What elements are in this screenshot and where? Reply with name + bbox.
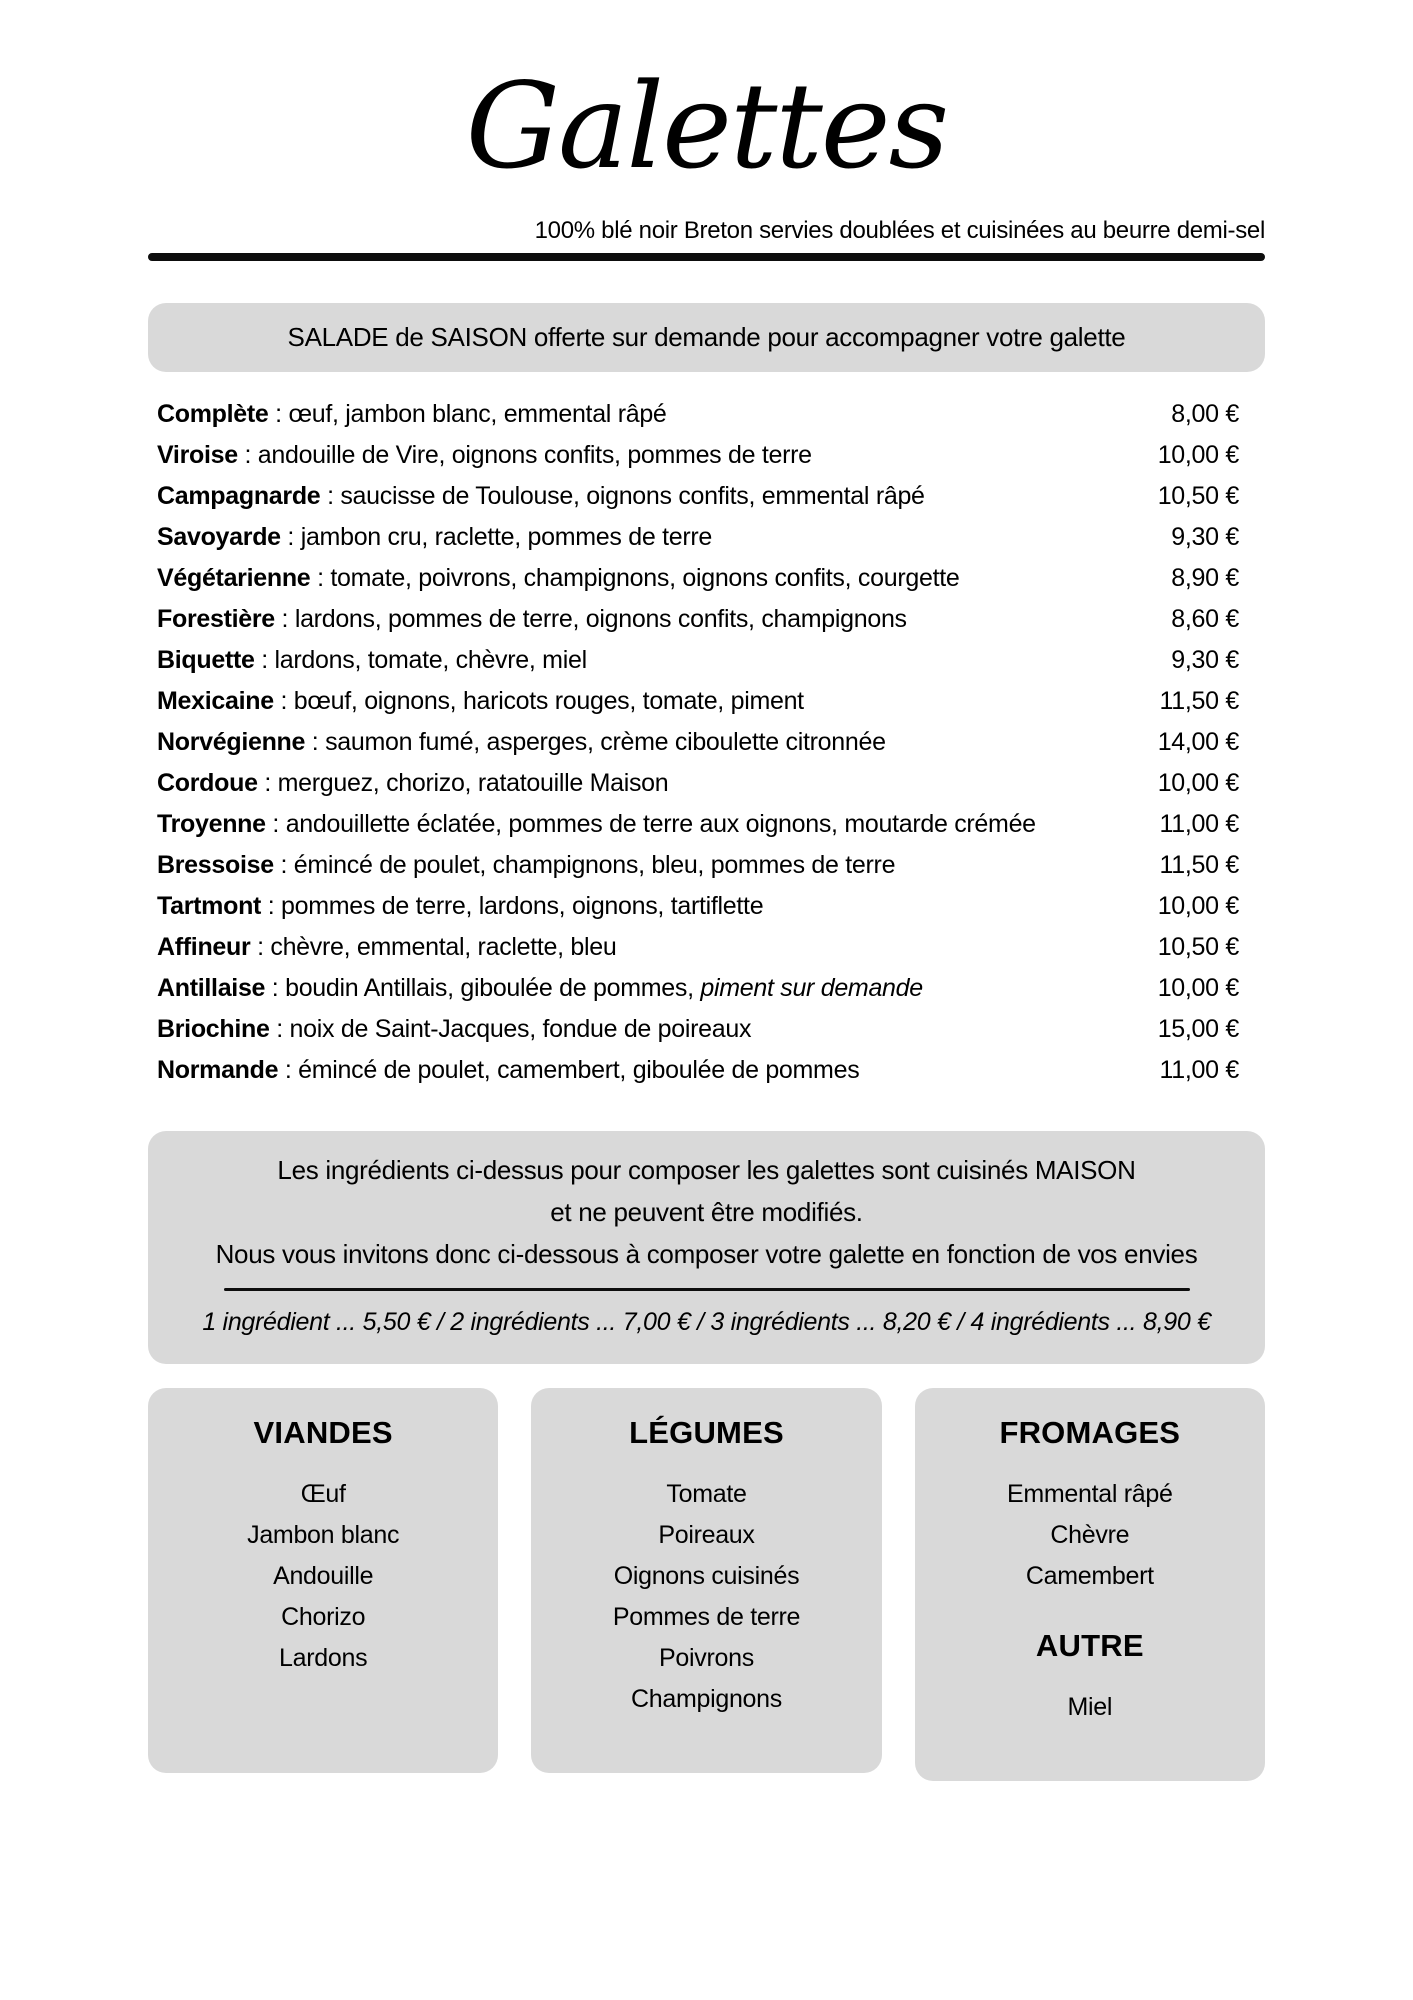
column-item: Pommes de terre [612,1603,801,1631]
column-items [531,1474,881,1720]
column-heading: FROMAGES [999,1415,1181,1450]
menu-item-price: 10,00 € [1157,892,1239,920]
ingredient-pricing: 1 ingrédient ... 5,50 € / 2 ingrédients ... 7,00 € / 3 ingrédients ... 8,20 € / 4 ingrédients ... 8,90 € [202,1308,1211,1336]
column-items [915,1474,1265,1597]
menu-item-description: chèvre, emmental, raclette, bleu [270,933,617,961]
menu-item-price: 10,00 € [1157,441,1239,469]
menu-item-description: œuf, jambon blanc, emmental râpé [288,400,667,428]
column-item: Chorizo [281,1603,366,1631]
info-box-divider [224,1288,1190,1291]
menu-item-row [157,476,1239,517]
menu-item-name: Végétarienne [157,564,311,592]
salad-offer-banner [148,303,1265,372]
menu-item-description: émincé de poulet, camembert, giboulée de pommes [298,1056,860,1084]
salad-offer-text: SALADE de SAISON offerte sur demande pour accompagner votre galette [287,322,1126,352]
menu-item-separator: : [237,441,258,469]
menu-item-description: andouillette éclatée, pommes de terre aux oignons, moutarde crémée [285,810,1036,838]
column-item: Champignons [631,1685,782,1713]
menu-item-description: andouille de Vire, oignons confits, pommes de terre [257,441,812,469]
menu-item-separator: : [278,1056,299,1084]
menu-item-description: saumon fumé, asperges, crème ciboulette citronnée [325,728,886,756]
menu-item-text [157,722,886,763]
column-item: Poireaux [658,1521,755,1549]
composer-column [531,1388,881,1773]
menu-item-price: 10,00 € [1157,769,1239,797]
composer-column [148,1388,498,1773]
menu-item-description: lardons, pommes de terre, oignons confits, champignons [294,605,907,633]
menu-item-description: boudin Antillais, giboulée de pommes, [285,974,701,1002]
menu-item-price: 11,50 € [1159,687,1239,715]
menu-item-row [157,1050,1239,1091]
menu-item-separator: : [265,974,286,1002]
menu-item-price: 10,50 € [1157,933,1239,961]
column-item: Lardons [279,1644,368,1672]
menu-item-row [157,640,1239,681]
menu-item-price: 9,30 € [1171,523,1239,551]
menu-item-name: Antillaise [157,974,266,1002]
menu-item-row [157,886,1239,927]
menu-item-text [157,517,712,558]
menu-item-separator: : [320,482,341,510]
menu-item-row [157,927,1239,968]
column-item: Jambon blanc [247,1521,400,1549]
column-heading: VIANDES [253,1415,393,1450]
column-heading: LÉGUMES [629,1415,784,1450]
menu-item-text [157,394,667,435]
menu-item-separator: : [280,523,301,551]
column-item: Andouille [273,1562,374,1590]
menu-item-name: Mexicaine [157,687,274,715]
menu-item-name: Affineur [157,933,251,961]
menu-item-row [157,722,1239,763]
menu-item-price: 9,30 € [1171,646,1239,674]
menu-item-separator: : [265,810,286,838]
column-item: Tomate [666,1480,747,1508]
menu-item-text [157,804,1036,845]
info-line-3: Nous vous invitons donc ci-dessous à composer votre galette en fonction de vos envies [215,1239,1198,1269]
info-box [148,1131,1265,1364]
info-line-2: et ne peuvent être modifiés. [550,1197,863,1227]
page-title: Galettes [465,57,948,195]
menu-item-row [157,804,1239,845]
menu-item-text [157,476,925,517]
menu-item-name: Briochine [157,1015,270,1043]
column-heading: AUTRE [1035,1628,1144,1663]
menu-item-separator: : [273,687,294,715]
menu-item-description: noix de Saint-Jacques, fondue de poireaux [289,1015,752,1043]
menu-item-row [157,845,1239,886]
menu-item-text [157,681,804,722]
header [148,0,1265,261]
menu-item-price: 11,00 € [1159,810,1239,838]
menu-item-price: 11,00 € [1159,1056,1239,1084]
column-item: Œuf [300,1480,346,1508]
menu-item-name: Tartmont [157,892,262,920]
menu-item-name: Bressoise [157,851,274,879]
menu-item-description: émincé de poulet, champignons, bleu, pommes de terre [293,851,896,879]
column-item: Oignons cuisinés [613,1562,800,1590]
menu-item-text [157,1009,751,1050]
column-items [148,1474,498,1679]
menu-item-separator: : [257,769,278,797]
menu-item-description: tomate, poivrons, champignons, oignons confits, courgette [330,564,960,592]
menu-item-separator: : [310,564,331,592]
menu-item-row [157,1009,1239,1050]
menu-item-text [157,845,895,886]
menu-item-name: Cordoue [157,769,258,797]
menu-item-separator: : [305,728,326,756]
menu-item-text [157,886,763,927]
menu-item-separator: : [254,646,275,674]
menu-item-row [157,968,1239,1009]
menu-list [148,394,1265,1091]
column-item: Emmental râpé [1007,1480,1173,1508]
menu-item-text [157,558,959,599]
menu-item-price: 8,90 € [1171,564,1239,592]
menu-item-name: Complète [157,400,269,428]
menu-item-price: 8,00 € [1171,400,1239,428]
composer-columns [148,1388,1265,1781]
page-content [148,0,1265,1781]
menu-item-text [157,640,587,681]
composer-column [915,1388,1265,1781]
menu-item-text [157,968,923,1009]
menu-item-name: Viroise [157,441,238,469]
menu-item-row [157,681,1239,722]
column-item: Chèvre [1050,1521,1130,1549]
column-item: Poivrons [659,1644,754,1672]
column-items [915,1687,1265,1728]
info-line-1: Les ingrédients ci-dessus pour composer les galettes sont cuisinés MAISON [277,1155,1136,1185]
menu-item-description: saucisse de Toulouse, oignons confits, emmental râpé [340,482,925,510]
menu-item-price: 10,00 € [1157,974,1239,1002]
menu-item-row [157,599,1239,640]
menu-item-separator: : [269,1015,290,1043]
menu-item-price: 8,60 € [1171,605,1239,633]
menu-item-row [157,394,1239,435]
menu-item-separator: : [273,851,294,879]
menu-item-price: 15,00 € [1157,1015,1239,1043]
menu-item-separator: : [250,933,271,961]
menu-item-row [157,558,1239,599]
menu-item-price: 11,50 € [1159,851,1239,879]
header-divider [148,253,1265,261]
column-item: Camembert [1025,1562,1154,1590]
menu-item-description: merguez, chorizo, ratatouille Maison [277,769,669,797]
menu-item-name: Savoyarde [157,523,281,551]
menu-item-name: Troyenne [157,810,266,838]
menu-item-name: Norvégienne [157,728,306,756]
menu-item-separator: : [261,892,282,920]
menu-item-text [157,927,617,968]
menu-item-row [157,517,1239,558]
menu-item-price: 14,00 € [1157,728,1239,756]
column-item: Miel [1067,1693,1113,1721]
menu-item-description: pommes de terre, lardons, oignons, tartiflette [281,892,764,920]
menu-item-text [157,435,812,476]
menu-item-description: lardons, tomate, chèvre, miel [274,646,587,674]
menu-item-name: Campagnarde [157,482,321,510]
menu-item-name: Normande [157,1056,279,1084]
menu-item-separator: : [268,400,289,428]
page-subtitle: 100% blé noir Breton servies doublées et cuisinées au beurre demi-sel [534,217,1265,244]
menu-item-text [157,1050,859,1091]
menu-item-price: 10,50 € [1157,482,1239,510]
menu-item-description: bœuf, oignons, haricots rouges, tomate, piment [293,687,804,715]
menu-item-description: jambon cru, raclette, pommes de terre [300,523,713,551]
menu-item-name: Forestière [157,605,275,633]
menu-item-description-italic: piment sur demande [700,974,923,1002]
menu-item-text [157,599,907,640]
menu-item-row [157,763,1239,804]
menu-item-row [157,435,1239,476]
menu-item-separator: : [274,605,295,633]
menu-item-name: Biquette [157,646,255,674]
menu-item-text [157,763,668,804]
